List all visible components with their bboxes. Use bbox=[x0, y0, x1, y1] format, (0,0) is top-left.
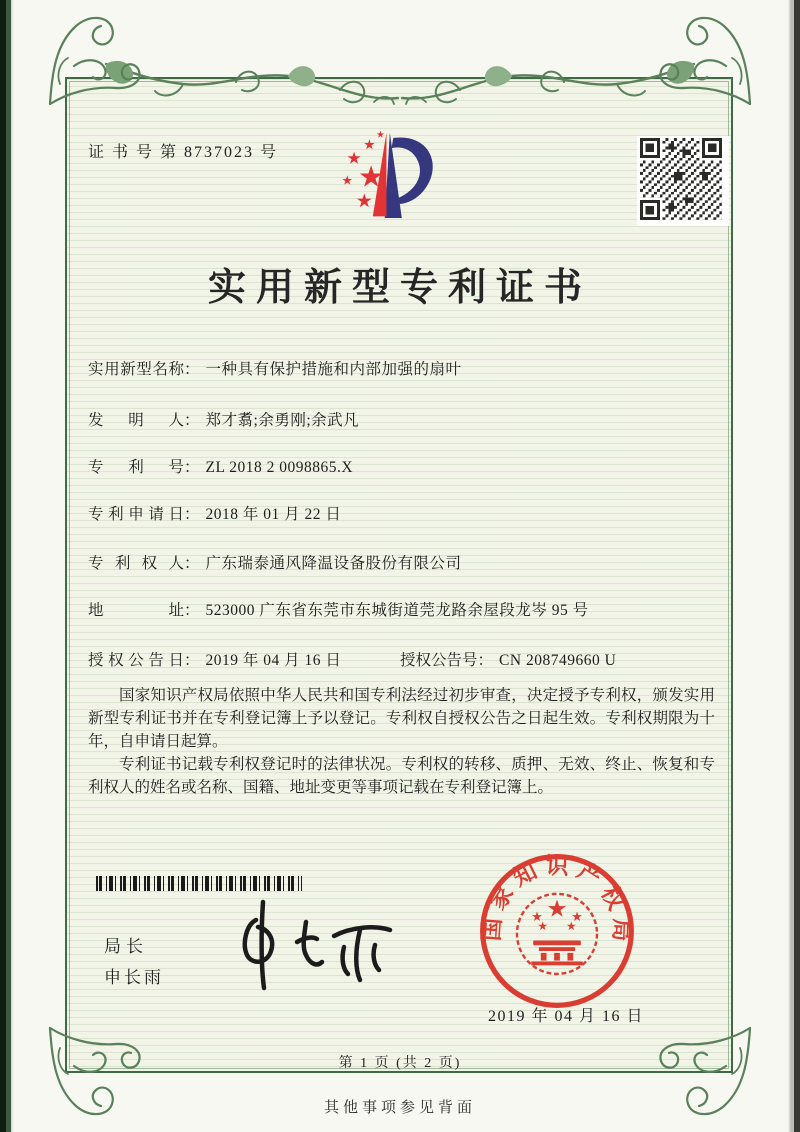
colon: ： bbox=[477, 652, 494, 669]
field-value: 523000 广东省东莞市东城街道莞龙路余屋段龙岑 95 号 bbox=[205, 602, 589, 619]
scan-edge-right bbox=[788, 0, 800, 1132]
legal-paragraph-1: 国家知识产权局依照中华人民共和国专利法经过初步审查，决定授予专利权，颁发实用新型专利证书并在专利登记簿上予以登记。专利权自授权公告之日起生效。专利权期限为十年，自申请日起算。 bbox=[88, 687, 715, 750]
seal-agency-text: 国家知识产权局 bbox=[478, 853, 635, 949]
national-emblem-icon bbox=[517, 894, 597, 974]
field-value: 一种具有保护措施和内部加强的扇叶 bbox=[205, 361, 462, 378]
qr-code bbox=[637, 136, 729, 226]
back-note: 其他事项参见背面 bbox=[323, 1100, 476, 1116]
certificate-title: 实用新型专利证书 bbox=[207, 267, 592, 309]
cnipa-logo bbox=[333, 126, 445, 224]
qr-code-icon bbox=[639, 138, 723, 220]
field-row-address bbox=[88, 598, 718, 620]
field-value: ZL 2018 2 0098865.X bbox=[205, 459, 354, 476]
field-value: 广东瑞泰通风降温设备股份有限公司 bbox=[205, 555, 462, 572]
field-label: 授权公告号 bbox=[400, 652, 478, 669]
colon: ： bbox=[184, 602, 200, 619]
field-row-utility-model-name bbox=[88, 357, 718, 379]
field-grant-number bbox=[400, 648, 616, 670]
page-number: 第 1 页 (共 2 页) bbox=[338, 1056, 462, 1071]
legal-paragraph-2: 专利证书记载专利权登记时的法律状况。专利权的转移、质押、无效、终止、恢复和专利权人的姓名或名称、国籍、地址变更等事项记载在专利登记簿上。 bbox=[88, 756, 715, 796]
director-signature bbox=[218, 892, 398, 1002]
field-value: 2018 年 01 月 22 日 bbox=[205, 506, 342, 523]
certificate-number: 证 书 号 第 8737023 号 bbox=[88, 144, 279, 161]
colon: ： bbox=[184, 459, 200, 476]
field-label: 发明人 bbox=[88, 412, 184, 429]
field-row-filing-date bbox=[88, 502, 718, 524]
field-value: 郑才翥;余勇刚;余武凡 bbox=[205, 412, 360, 429]
colon: ： bbox=[184, 506, 200, 523]
colon: ： bbox=[184, 652, 200, 669]
field-row-patent-number bbox=[88, 455, 718, 477]
barcode bbox=[96, 876, 302, 891]
colon: ： bbox=[184, 361, 200, 378]
field-label: 专利号 bbox=[88, 459, 184, 476]
field-row-inventors bbox=[88, 408, 718, 430]
field-row-patentee bbox=[88, 551, 718, 573]
field-label: 实用新型名称 bbox=[88, 361, 184, 378]
field-label: 授权公告日 bbox=[88, 652, 184, 669]
field-value: CN 208749660 U bbox=[499, 652, 617, 669]
field-label: 专利权人 bbox=[88, 555, 184, 572]
field-label: 地址 bbox=[88, 602, 184, 619]
colon: ： bbox=[184, 412, 200, 429]
field-row-grant bbox=[88, 648, 718, 670]
scan-edge-left bbox=[0, 0, 14, 1132]
cnipa-logo-icon bbox=[333, 126, 445, 224]
director-title: 局长 bbox=[104, 937, 148, 956]
seal-date: 2019 年 04 月 16 日 bbox=[488, 1008, 645, 1025]
legal-text bbox=[88, 684, 715, 799]
field-label: 专利申请日 bbox=[88, 506, 184, 523]
director-name: 申长雨 bbox=[104, 968, 164, 987]
cnipa-seal bbox=[476, 850, 638, 1012]
colon: ： bbox=[184, 555, 200, 572]
field-value: 2019 年 04 月 16 日 bbox=[205, 652, 342, 669]
